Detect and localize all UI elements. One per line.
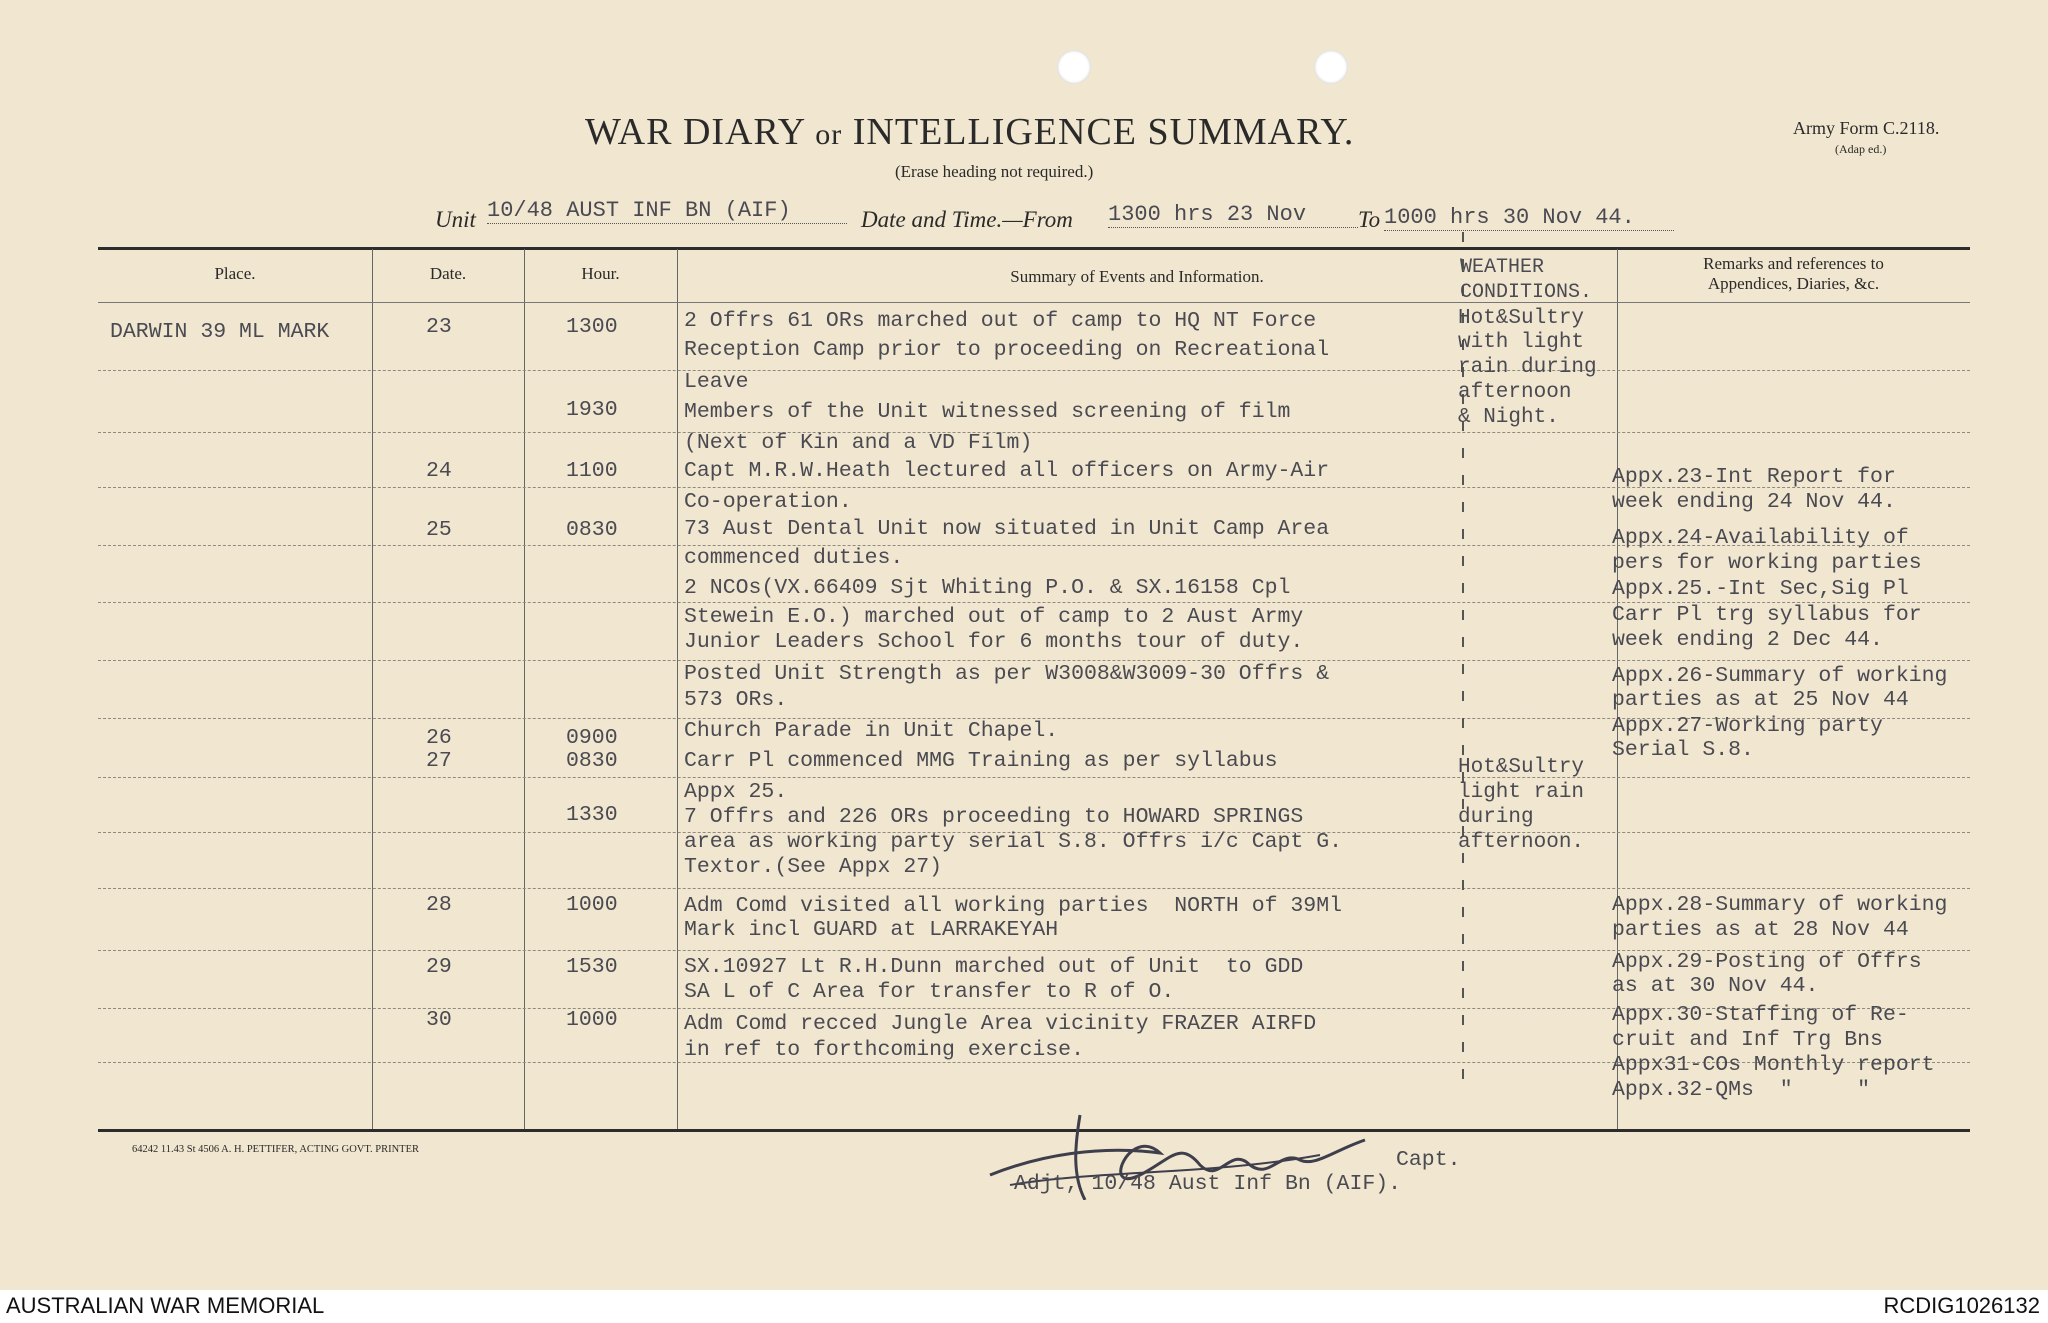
summary-line: in ref to forthcoming exercise. bbox=[684, 1038, 1084, 1062]
date-time-label: Date and Time.—From bbox=[861, 207, 1073, 232]
weather-divider-tick bbox=[1462, 502, 1464, 512]
weather-divider-tick bbox=[1462, 448, 1464, 458]
remarks-line: Appx.28-Summary of working bbox=[1612, 893, 1948, 917]
remarks-line: as at 30 Nov 44. bbox=[1612, 974, 1819, 998]
date-entry: 29 bbox=[426, 955, 452, 979]
remarks-line: Carr Pl trg syllabus for bbox=[1612, 603, 1922, 627]
summary-line: Reception Camp prior to proceeding on Recreational bbox=[684, 338, 1330, 362]
col-header-remarks-1: Remarks and references to bbox=[1703, 254, 1884, 273]
date-entry: 30 bbox=[426, 1008, 452, 1032]
hour-entry: 1530 bbox=[566, 955, 618, 979]
weather-divider-tick bbox=[1462, 556, 1464, 566]
remarks-line: Appx.30-Staffing of Re- bbox=[1612, 1003, 1909, 1027]
hour-entry: 1000 bbox=[566, 1008, 618, 1032]
weather-line: with light bbox=[1458, 331, 1585, 354]
remarks-line: Appx.24-Availability of bbox=[1612, 526, 1909, 550]
unit-label: Unit bbox=[435, 207, 476, 232]
date-entry: 26 bbox=[426, 726, 452, 750]
summary-line: (Next of Kin and a VD Film) bbox=[684, 431, 1033, 455]
page-title bbox=[585, 110, 1354, 154]
summary-line: SA L of C Area for transfer to R of O. bbox=[684, 980, 1175, 1004]
summary-line: 2 Offrs 61 ORs marched out of camp to HQ NT Force bbox=[684, 309, 1317, 333]
remarks-line: parties as at 28 Nov 44 bbox=[1612, 918, 1909, 942]
weather-divider-tick bbox=[1462, 718, 1464, 728]
record-id: RCDIG1026132 bbox=[1883, 1293, 2040, 1318]
col-header-date: Date. bbox=[429, 264, 467, 283]
header-row-rule bbox=[98, 302, 1970, 303]
date-entry: 25 bbox=[426, 518, 452, 542]
col-header-weather: WEATHER CONDITIONS. bbox=[1460, 256, 1593, 304]
title-or: or bbox=[815, 118, 843, 151]
erase-note: (Erase heading not required.) bbox=[895, 162, 1094, 181]
summary-line: 7 Offrs and 226 ORs proceeding to HOWARD SPRINGS bbox=[684, 805, 1304, 829]
date-entry: 28 bbox=[426, 893, 452, 917]
place-entry: DARWIN 39 ML MARK bbox=[110, 320, 330, 344]
source-caption: AUSTRALIAN WAR MEMORIAL bbox=[6, 1293, 325, 1318]
remarks-line: week ending 24 Nov 44. bbox=[1612, 490, 1896, 514]
summary-line: Posted Unit Strength as per W3008&W3009-30 Offrs & bbox=[684, 662, 1330, 686]
weather-line: afternoon bbox=[1458, 381, 1572, 404]
remarks-line: pers for working parties bbox=[1612, 551, 1922, 575]
weather-line: afternoon. bbox=[1458, 831, 1585, 854]
col-divider-summary bbox=[677, 249, 678, 1129]
weather-divider-tick bbox=[1462, 475, 1464, 485]
summary-line: Adm Comd visited all working parties NORTH of 39Ml bbox=[684, 894, 1343, 918]
summary-line: Carr Pl commenced MMG Training as per syllabus bbox=[684, 749, 1278, 773]
title-war-diary: WAR DIARY bbox=[585, 111, 805, 153]
col-divider-hour bbox=[524, 249, 525, 1129]
army-form-number: Army Form C.2118. bbox=[1793, 118, 1940, 138]
col-divider-date bbox=[372, 249, 373, 1129]
signature-rank: Capt. bbox=[1396, 1148, 1461, 1172]
summary-line: area as working party serial S.8. Offrs i/c Capt G. bbox=[684, 830, 1343, 854]
hour-entry: 1330 bbox=[566, 803, 618, 827]
row-rule bbox=[98, 432, 1970, 433]
remarks-line: Appx.23-Int Report for bbox=[1612, 465, 1896, 489]
row-rule bbox=[98, 660, 1970, 661]
summary-line: Capt M.R.W.Heath lectured all officers on Army-Air bbox=[684, 459, 1330, 483]
remarks-line: Appx.32-QMs " " bbox=[1612, 1078, 1871, 1102]
summary-line: Members of the Unit witnessed screening of film bbox=[684, 400, 1291, 424]
summary-line: 2 NCOs(VX.66409 Sjt Whiting P.O. & SX.16158 Cpl bbox=[684, 576, 1291, 600]
summary-line: Leave bbox=[684, 370, 749, 394]
row-rule bbox=[98, 888, 1970, 889]
remarks-line: cruit and Inf Trg Bns bbox=[1612, 1028, 1883, 1052]
printer-imprint: 64242 11.43 St 4506 A. H. PETTIFER, ACTING GOVT. PRINTER bbox=[132, 1144, 420, 1155]
summary-line: 73 Aust Dental Unit now situated in Unit Camp Area bbox=[684, 517, 1330, 541]
date-entry: 23 bbox=[426, 315, 452, 339]
col-header-place: Place. bbox=[214, 264, 256, 283]
hour-entry: 1000 bbox=[566, 893, 618, 917]
weather-line: & Night. bbox=[1458, 406, 1559, 429]
weather-divider-tick bbox=[1462, 907, 1464, 917]
adap-note: (Adap ed.) bbox=[1835, 142, 1887, 156]
date-entry: 24 bbox=[426, 459, 452, 483]
weather-divider-tick bbox=[1462, 232, 1464, 242]
col-header-remarks-2: Appendices, Diaries, &c. bbox=[1707, 274, 1880, 293]
weather-divider-tick bbox=[1462, 961, 1464, 971]
weather-line: during bbox=[1458, 806, 1534, 829]
table-top-rule bbox=[98, 247, 1970, 250]
summary-line: Church Parade in Unit Chapel. bbox=[684, 719, 1059, 743]
weather-divider-tick bbox=[1462, 880, 1464, 890]
weather-line: Hot&Sultry bbox=[1458, 756, 1585, 779]
remarks-line: Appx.25.-Int Sec,Sig Pl bbox=[1612, 577, 1909, 601]
summary-line: Junior Leaders School for 6 months tour of duty. bbox=[684, 630, 1304, 654]
date-to-value: 1000 hrs 30 Nov 44. bbox=[1384, 205, 1674, 231]
weather-divider-tick bbox=[1462, 1069, 1464, 1079]
summary-line: Mark incl GUARD at LARRAKEYAH bbox=[684, 918, 1059, 942]
title-intelligence-summary: INTELLIGENCE SUMMARY. bbox=[852, 111, 1355, 153]
row-rule bbox=[98, 777, 1970, 778]
punch-hole-left bbox=[1057, 50, 1091, 84]
weather-divider-tick bbox=[1462, 610, 1464, 620]
remarks-line: Serial S.8. bbox=[1612, 738, 1754, 762]
punch-hole-right bbox=[1314, 50, 1348, 84]
summary-line: Appx 25. bbox=[684, 780, 788, 804]
summary-line: commenced duties. bbox=[684, 546, 904, 570]
weather-line: light rain bbox=[1458, 781, 1585, 804]
row-rule bbox=[98, 370, 1970, 371]
date-to-label: To bbox=[1358, 207, 1381, 232]
summary-line: Adm Comd recced Jungle Area vicinity FRAZER AIRFD bbox=[684, 1012, 1317, 1036]
hour-entry: 0900 bbox=[566, 726, 618, 750]
summary-line: 573 ORs. bbox=[684, 688, 788, 712]
weather-divider-tick bbox=[1462, 934, 1464, 944]
weather-divider-tick bbox=[1462, 988, 1464, 998]
hour-entry: 0830 bbox=[566, 749, 618, 773]
date-from-value: 1300 hrs 23 Nov bbox=[1108, 202, 1358, 228]
summary-line: Co-operation. bbox=[684, 490, 852, 514]
signature-line: Adjt, 10/48 Aust Inf Bn (AIF). bbox=[1014, 1172, 1402, 1196]
remarks-line: week ending 2 Dec 44. bbox=[1612, 628, 1883, 652]
summary-line: Textor.(See Appx 27) bbox=[684, 855, 943, 879]
hour-entry: 1100 bbox=[566, 459, 618, 483]
weather-divider-tick bbox=[1462, 637, 1464, 647]
remarks-line: Appx.26-Summary of working bbox=[1612, 664, 1948, 688]
remarks-line: Appx.29-Posting of Offrs bbox=[1612, 950, 1922, 974]
remarks-line: Appx31-COs Monthly report bbox=[1612, 1053, 1935, 1077]
summary-line: SX.10927 Lt R.H.Dunn marched out of Unit to GDD bbox=[684, 955, 1304, 979]
unit-value: 10/48 AUST INF BN (AIF) bbox=[487, 198, 847, 224]
hour-entry: 1930 bbox=[566, 398, 618, 422]
col-header-hour: Hour. bbox=[581, 264, 620, 283]
date-entry: 27 bbox=[426, 749, 452, 773]
weather-divider-tick bbox=[1462, 691, 1464, 701]
weather-divider-tick bbox=[1462, 583, 1464, 593]
weather-divider-tick bbox=[1462, 1042, 1464, 1052]
weather-line: Hot&Sultry bbox=[1458, 307, 1585, 330]
weather-divider-tick bbox=[1462, 664, 1464, 674]
summary-line: Stewein E.O.) marched out of camp to 2 Aust Army bbox=[684, 605, 1304, 629]
weather-divider-tick bbox=[1462, 1015, 1464, 1025]
col-header-summary: Summary of Events and Information. bbox=[1010, 267, 1264, 286]
weather-divider-tick bbox=[1462, 529, 1464, 539]
hour-entry: 0830 bbox=[566, 518, 618, 542]
hour-entry: 1300 bbox=[566, 315, 618, 339]
weather-line: rain during bbox=[1458, 356, 1597, 379]
weather-divider-tick bbox=[1462, 745, 1464, 755]
remarks-line: Appx.27-Working party bbox=[1612, 714, 1883, 738]
remarks-line: parties as at 25 Nov 44 bbox=[1612, 688, 1909, 712]
